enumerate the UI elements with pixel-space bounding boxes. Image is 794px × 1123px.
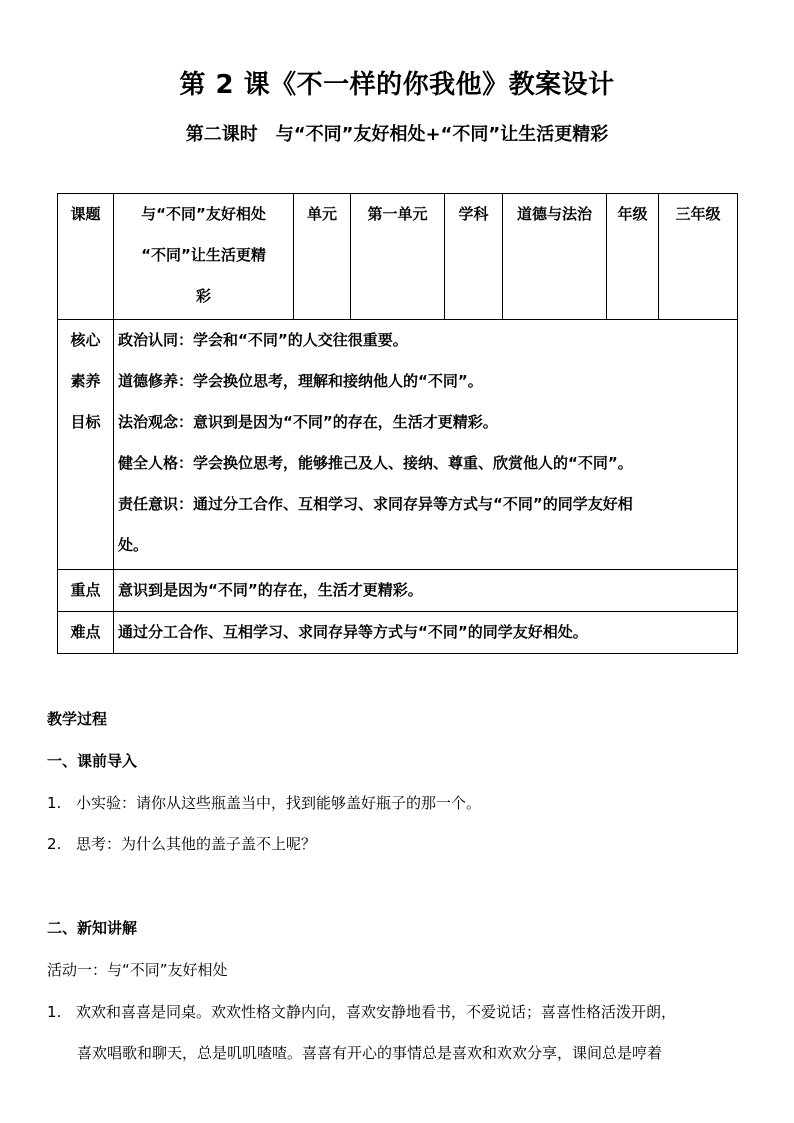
- list-number: 1.: [47, 1003, 62, 1021]
- unit-label: 单元: [294, 194, 351, 320]
- list-number: 1.: [47, 794, 62, 812]
- list-number: 2.: [47, 835, 62, 853]
- core-goals-list: [114, 320, 738, 570]
- goal-item: 政治认同：学会和“不同”的人交往很重要。: [118, 331, 408, 349]
- subject-value: 道德与法治: [503, 194, 607, 320]
- topic-line: “不同”让生活更精: [141, 246, 266, 264]
- section-heading: 二、新知讲解: [47, 919, 138, 937]
- core-label-line: 核心: [70, 331, 101, 349]
- difficult-point-value: 通过分工合作、互相学习、求同存异等方式与“不同”的同学友好相处。: [114, 612, 738, 654]
- table-row: [58, 194, 738, 320]
- paragraph-line: [47, 1001, 757, 1022]
- table-row: [58, 612, 738, 654]
- activity-title: 活动一：与“不同”友好相处: [47, 961, 228, 979]
- paragraph-line: 喜欢唱歌和聊天，总是叽叽喳喳。喜喜有开心的事情总是喜欢和欢欢分享，课间总是哼着: [77, 1044, 663, 1062]
- goal-item: 处。: [118, 536, 149, 554]
- document-title: 第 2 课《不一样的你我他》教案设计: [179, 70, 615, 100]
- section-heading: 一、课前导入: [47, 752, 138, 770]
- grade-label: 年级: [607, 194, 659, 320]
- key-point-value: 意识到是因为“不同”的存在，生活才更精彩。: [114, 570, 738, 612]
- goal-item: 健全人格：学会换位思考，能够推己及人、接纳、尊重、欣赏他人的“不同”。: [118, 454, 633, 472]
- list-item: [47, 792, 481, 813]
- list-item: [47, 833, 316, 854]
- core-goals-label: [58, 320, 114, 570]
- grade-value: 三年级: [659, 194, 738, 320]
- lesson-info-table: [57, 193, 738, 654]
- document-subtitle: 第二课时 与“不同”友好相处+“不同”让生活更精彩: [185, 124, 609, 145]
- topic-value: [114, 194, 294, 320]
- topic-line: 彩: [195, 287, 211, 305]
- unit-value: 第一单元: [351, 194, 445, 320]
- goal-item: 责任意识：通过分工合作、互相学习、求同存异等方式与“不同”的同学友好相: [118, 495, 633, 513]
- core-label-line: 素养: [70, 372, 101, 390]
- key-point-label: 重点: [58, 570, 114, 612]
- list-text: 小实验：请你从这些瓶盖当中，找到能够盖好瓶子的那一个。: [76, 794, 482, 812]
- list-text: 思考：为什么其他的盖子盖不上呢？: [76, 835, 317, 853]
- goal-item: 法治观念：意识到是因为“不同”的存在，生活才更精彩。: [118, 413, 498, 431]
- teaching-process-heading: 教学过程: [47, 710, 108, 728]
- goal-item: 道德修养：学会换位思考，理解和接纳他人的“不同”。: [118, 372, 483, 390]
- difficult-point-label: 难点: [58, 612, 114, 654]
- topic-line: 与“不同”友好相处: [141, 205, 266, 223]
- topic-label: 课题: [58, 194, 114, 320]
- subject-label: 学科: [445, 194, 503, 320]
- table-row: [58, 320, 738, 570]
- paragraph-text: 欢欢和喜喜是同桌。欢欢性格文静内向，喜欢安静地看书，不爱说话；喜喜性格活泼开朗，: [76, 1003, 677, 1021]
- core-label-line: 目标: [70, 413, 101, 431]
- table-row: [58, 570, 738, 612]
